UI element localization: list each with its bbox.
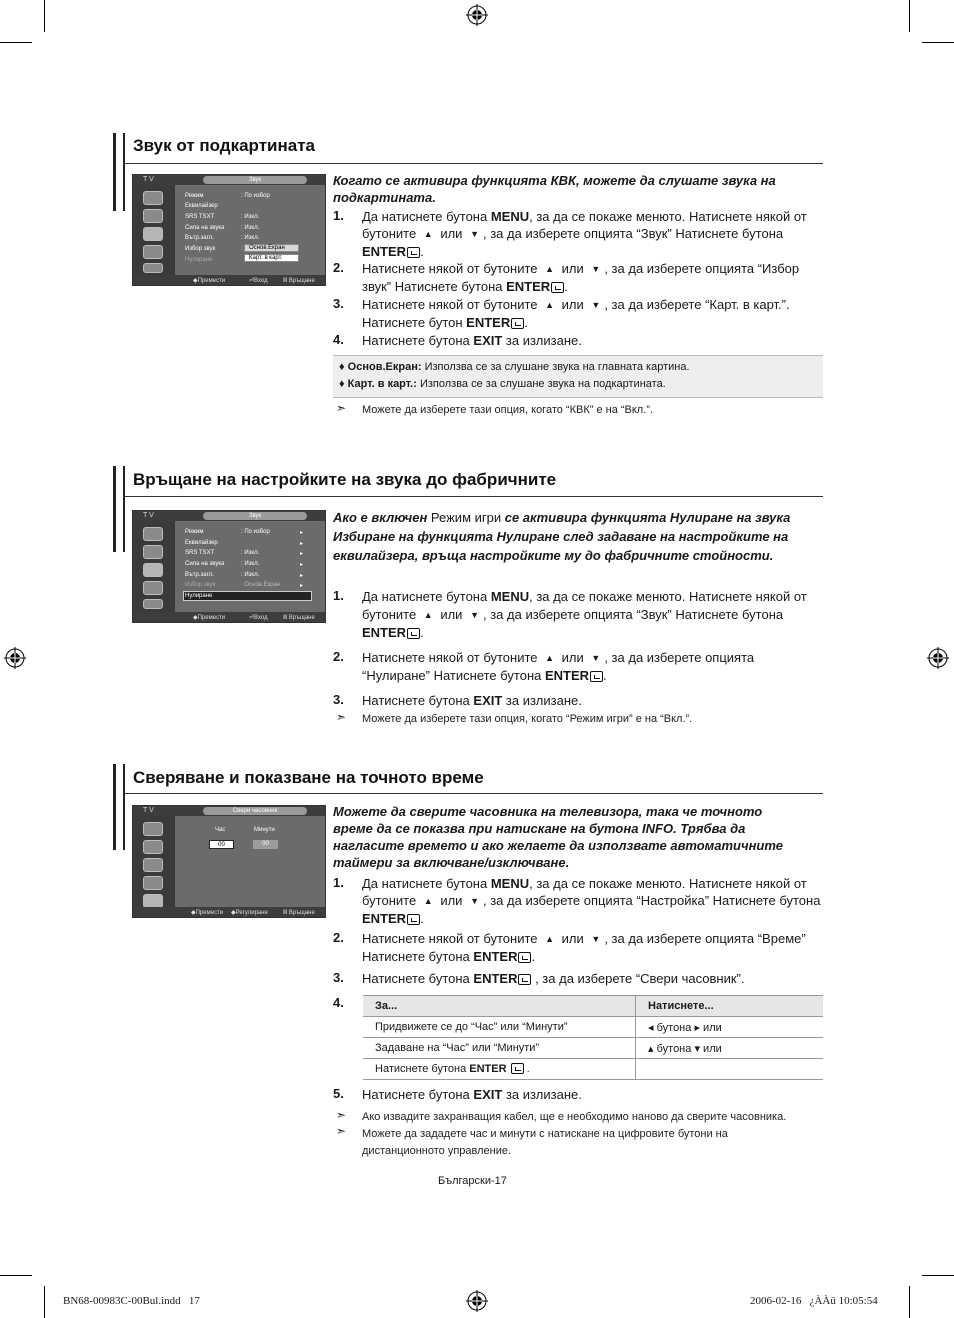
step-text: Да натиснете бутона MENU, за да се покаже менюто. Натиснете някой от бутоните ▲ или ▼ , за да изберете опцията “Настройка” Натиснете бутона ENTER . [362, 876, 821, 926]
up-icon: ▲ [545, 300, 555, 310]
enter-icon [511, 1063, 524, 1074]
note-text: Ако извадите захранващия кабел, ще е необходимо наново да сверите часовника. [362, 1111, 787, 1123]
step-text: Натиснете някой от бутоните ▲ или ▼ , за да изберете опцията “Време” Натиснете бутона ENTER . [362, 931, 806, 964]
down-icon: ▼ [591, 653, 601, 663]
tv-foot-item: ◆Премести [193, 278, 226, 284]
step-number: 1. [333, 875, 344, 890]
tv-row-value: : [241, 246, 243, 252]
tv-row-value: : Изкл. [241, 550, 260, 556]
chevron-right-icon: ▸ [299, 530, 303, 536]
section-intro: Ако е включен Режим игри се активира функцията Нулиране на звука Избиране на функцията Нулиране след задаване на настройките на еквилайзера, връща настройките му до фабричните стойности. [333, 510, 791, 563]
tv-row-value: : Основ.Екран [241, 582, 281, 588]
crop-mark [909, 0, 910, 32]
chevron-right-icon: ▸ [299, 541, 303, 547]
chevron-right-icon: ▸ [299, 551, 303, 557]
step-text: Натиснете бутона EXIT за излизане. [362, 1087, 582, 1102]
registration-mark-icon [466, 4, 488, 26]
tv-row-value: : По избор [241, 193, 270, 199]
tv-row: Избор звук [185, 246, 216, 252]
step-text: Натиснете някой от бутоните ▲ или ▼ , за да изберете опцията “Избор звук” Натиснете бутона ENTER . [362, 261, 800, 294]
step-text: Натиснете бутона EXIT за излизане. [362, 333, 582, 348]
step-number: 4. [333, 332, 344, 347]
crop-mark [909, 1286, 910, 1318]
table-row: Задаване на “Час” или “Минути” ▴ бутона ▾ или [363, 1038, 823, 1059]
chevron-right-icon: ▸ [299, 573, 303, 579]
tv-row-value: : Изкл. [241, 572, 260, 578]
tv-row-value: : Изкл. [241, 561, 260, 567]
tv-label: T V [143, 807, 154, 814]
section-title: Звук от подкартината [133, 136, 315, 155]
picture-icon [143, 822, 163, 836]
up-icon: ▲ [423, 229, 433, 239]
section-title: Сверяване и показване на точното време [133, 768, 484, 787]
channel-icon [143, 876, 163, 890]
tv-foot-item: ⏎Вход [249, 615, 268, 621]
step-number: 3. [333, 296, 344, 311]
setup-icon [143, 263, 163, 273]
up-icon: ▲ [545, 934, 555, 944]
tv-menu-title: Звук [203, 176, 307, 184]
option-item: ♦ Основ.Екран: Използва се за слушане звука на главната картина. [339, 361, 690, 373]
step-number: 1. [333, 588, 344, 603]
tv-foot-item: ◆Регулиране [231, 910, 268, 916]
registration-mark-icon [927, 647, 949, 669]
chevron-right-icon: ▸ [299, 562, 303, 568]
step-number: 3. [333, 692, 344, 707]
tv-foot-item: ◆Премести [191, 910, 224, 916]
step-number: 2. [333, 930, 344, 945]
tv-menu-screenshot [132, 510, 326, 623]
crop-mark [0, 42, 32, 43]
enter-icon [518, 974, 531, 985]
arrow-note-icon: ➣ [336, 710, 347, 724]
crop-mark [922, 42, 954, 43]
enter-icon [518, 952, 531, 963]
minute-field: 00 [253, 840, 278, 849]
options-box [333, 355, 823, 398]
tv-row: SRS TSXT [185, 214, 215, 220]
section-bar [113, 133, 125, 211]
section-rule [125, 793, 823, 794]
step-number: 5. [333, 1086, 344, 1101]
down-icon: ▼ [470, 896, 479, 906]
sound-icon [143, 563, 163, 577]
sound-icon [143, 858, 163, 872]
tv-foot-item: Ⅲ Връщане [283, 278, 315, 284]
crop-mark [922, 1275, 954, 1276]
up-icon: ▲ [423, 610, 433, 620]
step-text: Да натиснете бутона MENU, за да се покаже менюто. Натиснете някой от бутоните ▲ или ▼ , за да изберете опцията “Звук” Натиснете бутона ENTER . [362, 589, 807, 640]
file-name: BN68-00983C-00Bul.indd 17 [63, 1295, 200, 1307]
enter-icon [590, 671, 603, 682]
tv-row: Сила на звука [185, 225, 225, 231]
tv-row: Вътр.загл. [185, 235, 214, 241]
tv-row: Еквилайзер [185, 203, 218, 209]
section-bar [113, 466, 125, 552]
tv-popup-option-selected: Карт. в карт. [244, 254, 299, 262]
step-number: 4. [333, 995, 344, 1010]
tv-label: T V [143, 176, 154, 183]
tv-foot-item: ⏎Вход [249, 278, 268, 284]
setup-icon [143, 599, 163, 609]
down-icon: ▼ [470, 610, 479, 620]
chevron-right-icon: ▸ [299, 583, 303, 589]
sound-icon [143, 227, 163, 241]
crop-mark [44, 1286, 45, 1318]
registration-mark-icon [466, 1290, 488, 1312]
step-number: 1. [333, 208, 344, 223]
left-icon: ◂ [648, 1021, 654, 1034]
tv-row-value: : Изкл. [241, 214, 260, 220]
setup-icon [143, 894, 163, 908]
tv-row: Еквилайзер [185, 540, 218, 546]
tv-icon [143, 209, 163, 223]
section-intro: Можете да сверите часовника на телевизора, така че точното време да се показва при натискане на бутона INFO. Трябва да нагласите времето и ако желаете да използвате автоматичните таймери за включване/изключване. [333, 804, 783, 870]
step-number: 2. [333, 649, 344, 664]
tv-foot-item: Ⅲ Връщане [283, 615, 315, 621]
tv-menu-screenshot [132, 174, 326, 286]
enter-icon [407, 628, 420, 639]
tv-row-selected: Нулиране [185, 593, 213, 599]
tv-menu-title: Звук [203, 512, 307, 520]
section-intro: Когато се активира функцията КВК, можете да слушате звука на подкартината. [333, 173, 776, 205]
enter-icon [407, 247, 420, 258]
channel-icon [143, 581, 163, 595]
down-icon: ▼ [591, 264, 601, 274]
arrow-note-icon: ➣ [336, 1108, 347, 1122]
enter-icon [407, 914, 420, 925]
tv-row: SRS TSXT [185, 550, 215, 556]
table-header: За... Натиснете... [363, 996, 823, 1017]
crop-mark [0, 1275, 32, 1276]
instructions-table [363, 995, 823, 1080]
tv-row-value: : Изкл. [241, 225, 260, 231]
step-text: Натиснете бутона EXIT за излизане. [362, 693, 582, 708]
tv-menu-title: Свери часовник [203, 807, 307, 815]
step-text: Натиснете някой от бутоните ▲ или ▼ , за да изберете “Карт. в карт.”. Натиснете бутон ENTER . [362, 297, 790, 330]
step-text: Натиснете някой от бутоните ▲ или ▼ , за да изберете опцията “Нулиране” Натиснете бутона ENTER . [362, 650, 755, 683]
hour-label: Час [215, 827, 226, 833]
section-rule [125, 163, 823, 164]
up-icon: ▲ [545, 264, 555, 274]
tv-foot-item: Ⅲ Връщане [283, 910, 315, 916]
table-row: Придвижете се до “Час” или “Минути” ◂ бутона ▸ или [363, 1017, 823, 1038]
tv-icon [143, 545, 163, 559]
tv-foot-item: ◆Премести [193, 615, 226, 621]
option-item: ♦ Карт. в карт.: Използва се за слушане звука на подкартината. [339, 378, 666, 390]
arrow-note-icon: ➣ [336, 1124, 347, 1138]
down-icon: ▼ [470, 229, 479, 239]
up-icon: ▲ [545, 653, 555, 663]
step-text: Да натиснете бутона MENU, за да се покаже менюто. Натиснете някой от бутоните ▲ или ▼ , за да изберете опцията “Звук” Натиснете бутона ENTER . [362, 209, 807, 259]
minute-label: Минути [254, 827, 275, 833]
enter-icon [511, 318, 524, 329]
down-icon: ▾ [694, 1042, 700, 1055]
note-text: Можете да изберете тази опция, когато “КВК” е на “Вкл.”. [362, 404, 654, 416]
tv-row: Режим [185, 529, 204, 535]
tv-popup-option: Основ.Екран [244, 244, 299, 252]
table-row: Натиснете бутона ENTER . [363, 1059, 823, 1080]
up-icon: ▲ [423, 896, 433, 906]
note-text: Можете да изберете тази опция, когато “Режим игри” е на “Вкл.”. [362, 713, 693, 725]
section-rule [125, 496, 823, 497]
tv-row-value: : По избор [241, 529, 270, 535]
picture-icon [143, 527, 163, 541]
tv-row: Вътр.загл. [185, 572, 214, 578]
registration-mark-icon [4, 647, 26, 669]
step-number: 3. [333, 970, 344, 985]
enter-icon [551, 282, 564, 293]
down-icon: ▼ [591, 300, 601, 310]
hour-field: 00 [209, 840, 234, 849]
section-bar [113, 764, 125, 850]
tv-row: Сила на звука [185, 561, 225, 567]
tv-row-value: : Изкл. [241, 235, 260, 241]
up-icon: ▴ [648, 1042, 654, 1055]
crop-mark [44, 0, 45, 32]
note-text: Можете да зададете час и минути с натискане на цифровите бутони на дистанционното управление. [362, 1128, 728, 1157]
tv-icon [143, 840, 163, 854]
section-title: Връщане на настройките на звука до фабричните [133, 470, 557, 489]
tv-menu-screenshot [132, 805, 326, 918]
tv-label: T V [143, 512, 154, 519]
down-icon: ▼ [591, 934, 601, 944]
tv-row: Режим [185, 193, 204, 199]
picture-icon [143, 191, 163, 205]
page-number: Български-17 [438, 1175, 507, 1187]
arrow-note-icon: ➣ [336, 401, 347, 415]
tv-row: Нулиране [185, 257, 213, 263]
channel-icon [143, 245, 163, 259]
tv-row: Избор звук [185, 582, 216, 588]
step-number: 2. [333, 260, 344, 275]
print-date: 2006-02-16 ¿ÀÀü 10:05:54 [750, 1295, 878, 1307]
step-text: Натиснете бутона ENTER , за да изберете “Свери часовник”. [362, 971, 745, 986]
right-icon: ▸ [694, 1021, 700, 1034]
